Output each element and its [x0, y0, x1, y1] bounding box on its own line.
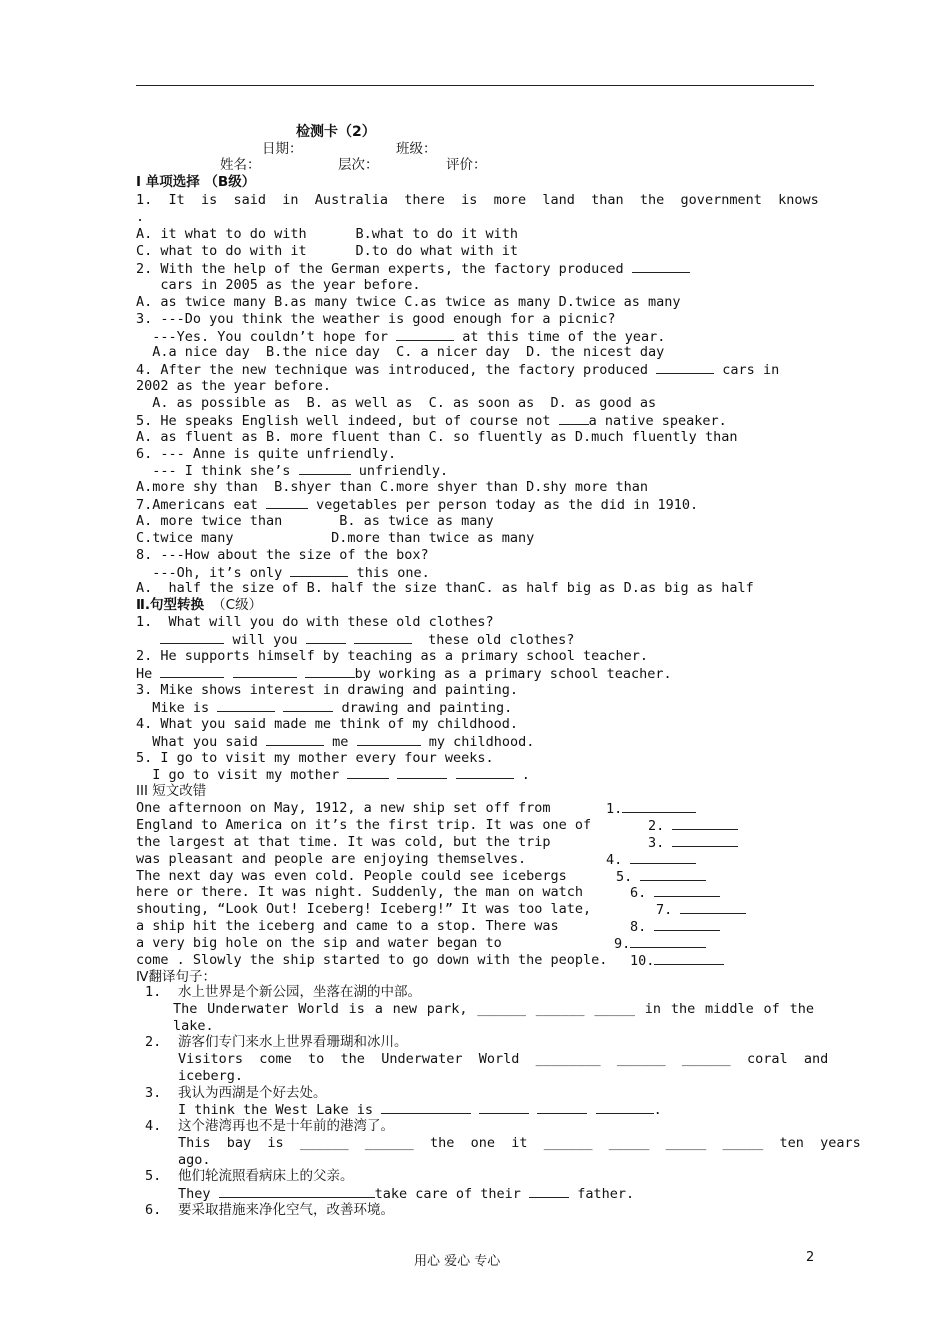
s2-line: 4. What you said made me think of my childhood. — [136, 716, 519, 732]
class-label: 班级： — [396, 141, 437, 157]
s1-line: 7.Americans eat vegetables per person today as the did in 1910. — [136, 497, 699, 513]
s1-line: 2. With the help of the German experts, the factory produced — [136, 260, 690, 277]
blank — [537, 1101, 587, 1114]
blank — [233, 665, 297, 678]
s1-line: cars in 2005 as the year before. — [136, 277, 421, 293]
blank — [347, 766, 389, 779]
s3-line: One afternoon on May, 1912, a new ship set off from — [136, 800, 551, 816]
s3-line: a ship hit the iceberg and came to a stop. There was — [136, 918, 559, 934]
s3-line: a very big hole on the sip and water began to — [136, 935, 502, 951]
s3-answer: 6. — [630, 884, 720, 901]
s2-line: I go to visit my mother . — [136, 767, 530, 783]
blank — [160, 631, 224, 644]
s3-line: shouting, “Look Out! Iceberg! Iceberg!” It was too late, — [136, 901, 592, 917]
s4-num: 3. — [145, 1085, 162, 1101]
blank — [479, 1101, 529, 1114]
page-number: 2 — [806, 1250, 815, 1265]
blank — [656, 361, 714, 374]
s3-answer: 2. — [648, 817, 738, 834]
s3-answer: 9. — [614, 935, 706, 952]
top-rule — [136, 85, 814, 86]
date-label: 日期： — [262, 141, 303, 157]
s4-english: lake. — [173, 1018, 214, 1034]
footer-motto: 用心 爱心 专心 — [414, 1254, 501, 1269]
blank — [630, 851, 696, 864]
card-title: 检测卡（2） — [296, 124, 376, 140]
s4-num: 2. — [145, 1034, 162, 1050]
blank — [381, 1101, 471, 1114]
s1-line: A. as possible as B. as well as C. as soon as D. as good as — [136, 395, 657, 411]
s3-answer: 5. — [616, 868, 706, 885]
s4-english: I think the West Lake is . — [178, 1102, 662, 1118]
blank — [654, 952, 724, 965]
blank — [219, 1185, 375, 1198]
s1-line: ---Yes. You couldn’t hope for at this time of the year. — [136, 329, 666, 345]
s3-line: England to America on it’s the first trip. It was one of — [136, 817, 592, 833]
s2-line: He by working as a primary school teacher. — [136, 666, 672, 682]
section3-heading: III 短文改错 — [136, 783, 207, 799]
s3-line: here or there. It was night. Suddenly, the man on watch — [136, 884, 584, 900]
blank — [456, 766, 514, 779]
s4-num: 4. — [145, 1118, 162, 1134]
s1-line: A.more shy than B.shyer than C.more shyer than D.shy more than — [136, 479, 649, 495]
s1-line: 1. It is said in Australia there is more land than the government knows — [136, 192, 819, 208]
s1-line: A. more twice than B. as twice as many — [136, 513, 494, 529]
blank — [266, 733, 324, 746]
s4-num: 5. — [145, 1168, 162, 1184]
s4-english: The Underwater World is a new park, ______ ______ _____ in the middle of the — [173, 1001, 814, 1017]
blank — [354, 631, 412, 644]
blank — [299, 462, 351, 475]
s4-chinese: 这个港湾再也不是十年前的港湾了。 — [178, 1118, 394, 1134]
level-label: 层次： — [338, 157, 379, 173]
blank — [654, 884, 720, 897]
s3-line: The next day was even cold. People could see icebergs — [136, 868, 567, 884]
blank — [622, 800, 696, 813]
s3-answer: 8. — [630, 918, 720, 935]
s3-line: come . Slowly the ship started to go down with the people. — [136, 952, 608, 968]
blank — [640, 868, 706, 881]
blank — [160, 665, 224, 678]
s1-line: C. what to do with it D.to do what with it — [136, 243, 519, 259]
blank — [217, 699, 275, 712]
blank — [529, 1185, 569, 1198]
blank — [672, 834, 738, 847]
blank — [305, 665, 355, 678]
blank — [559, 412, 589, 425]
s3-answer: 1. — [606, 800, 696, 817]
blank — [596, 1101, 654, 1114]
s2-line: 3. Mike shows interest in drawing and painting. — [136, 682, 519, 698]
s4-chinese: 游客们专门来水上世界看珊瑚和冰川。 — [178, 1034, 408, 1050]
s3-answer: 3. — [648, 834, 738, 851]
s4-english: Visitors come to the Underwater World ________ ______ ______ coral and — [178, 1051, 829, 1067]
s1-line: 2002 as the year before. — [136, 378, 332, 394]
eval-label: 评价： — [446, 157, 487, 173]
s1-line: A. as fluent as B. more fluent than C. so fluently as D.much fluently than — [136, 429, 738, 445]
blank — [283, 699, 333, 712]
s2-line: What you said me my childhood. — [136, 734, 535, 750]
s4-english: iceberg. — [178, 1068, 244, 1084]
s4-english: They take care of their father. — [178, 1186, 635, 1202]
s4-chinese: 他们轮流照看病床上的父亲。 — [178, 1168, 354, 1184]
s3-answer: 10. — [630, 952, 724, 969]
s1-line: 5. He speaks English well indeed, but of course not a native speaker. — [136, 413, 727, 429]
name-label: 姓名： — [220, 157, 261, 173]
blank — [396, 328, 454, 341]
s2-line: 1. What will you do with these old clothes? — [136, 614, 494, 630]
section2-heading: Ⅱ.句型转换 （C级） — [136, 597, 263, 613]
s2-line: Mike is drawing and painting. — [136, 700, 513, 716]
section4-heading: Ⅳ翻译句子： — [136, 969, 216, 985]
s1-line: 8. ---How about the size of the box? — [136, 547, 429, 563]
blank — [630, 935, 706, 948]
s4-english: ago. — [178, 1152, 211, 1168]
blank — [680, 901, 746, 914]
s2-line: will you these old clothes? — [136, 631, 574, 648]
blank — [654, 918, 720, 931]
s1-line: A. as twice many B.as many twice C.as twice as many D.twice as many — [136, 294, 681, 310]
blank — [397, 766, 447, 779]
s1-line: C.twice many D.more than twice as many — [136, 530, 535, 546]
s1-line: 4. After the new technique was introduced, the factory produced cars in — [136, 362, 780, 378]
s1-line: . — [136, 209, 145, 225]
s1-line: ---Oh, it’s only this one. — [136, 565, 430, 581]
blank — [672, 817, 738, 830]
s2-line: 2. He supports himself by teaching as a primary school teacher. — [136, 648, 649, 664]
s1-line: --- I think she’s unfriendly. — [136, 463, 449, 479]
s4-chinese: 我认为西湖是个好去处。 — [178, 1085, 327, 1101]
s1-line: 6. --- Anne is quite unfriendly. — [136, 446, 397, 462]
s1-line: A.a nice day B.the nice day C. a nicer day D. the nicest day — [136, 344, 665, 360]
s4-chinese: 要采取措施来净化空气，改善环境。 — [178, 1202, 394, 1218]
s4-num: 1. — [145, 984, 162, 1000]
s4-num: 6. — [145, 1202, 162, 1218]
s3-answer: 7. — [656, 901, 746, 918]
blank — [357, 733, 421, 746]
s2-line: 5. I go to visit my mother every four weeks. — [136, 750, 494, 766]
s3-answer: 4. — [606, 851, 696, 868]
s3-line: was pleasant and people are enjoying themselves. — [136, 851, 527, 867]
s4-chinese: 水上世界是个新公园，坐落在湖的中部。 — [178, 984, 421, 1000]
blank — [306, 631, 346, 644]
s3-line: the largest at that time. It was cold, but the trip — [136, 834, 551, 850]
blank — [632, 260, 690, 273]
s1-line: A. it what to do with B.what to do it with — [136, 226, 519, 242]
s1-line: A. half the size of B. half the size thanC. as half big as D.as big as half — [136, 580, 754, 596]
blank — [266, 496, 308, 509]
s1-line: 3. ---Do you think the weather is good enough for a picnic? — [136, 311, 616, 327]
blank — [290, 564, 348, 577]
s4-english: This bay is ______ ______ the one it ______ _____ _____ _____ ten years — [178, 1135, 861, 1151]
section1-heading: Ⅰ 单项选择 （B级） — [136, 174, 256, 190]
